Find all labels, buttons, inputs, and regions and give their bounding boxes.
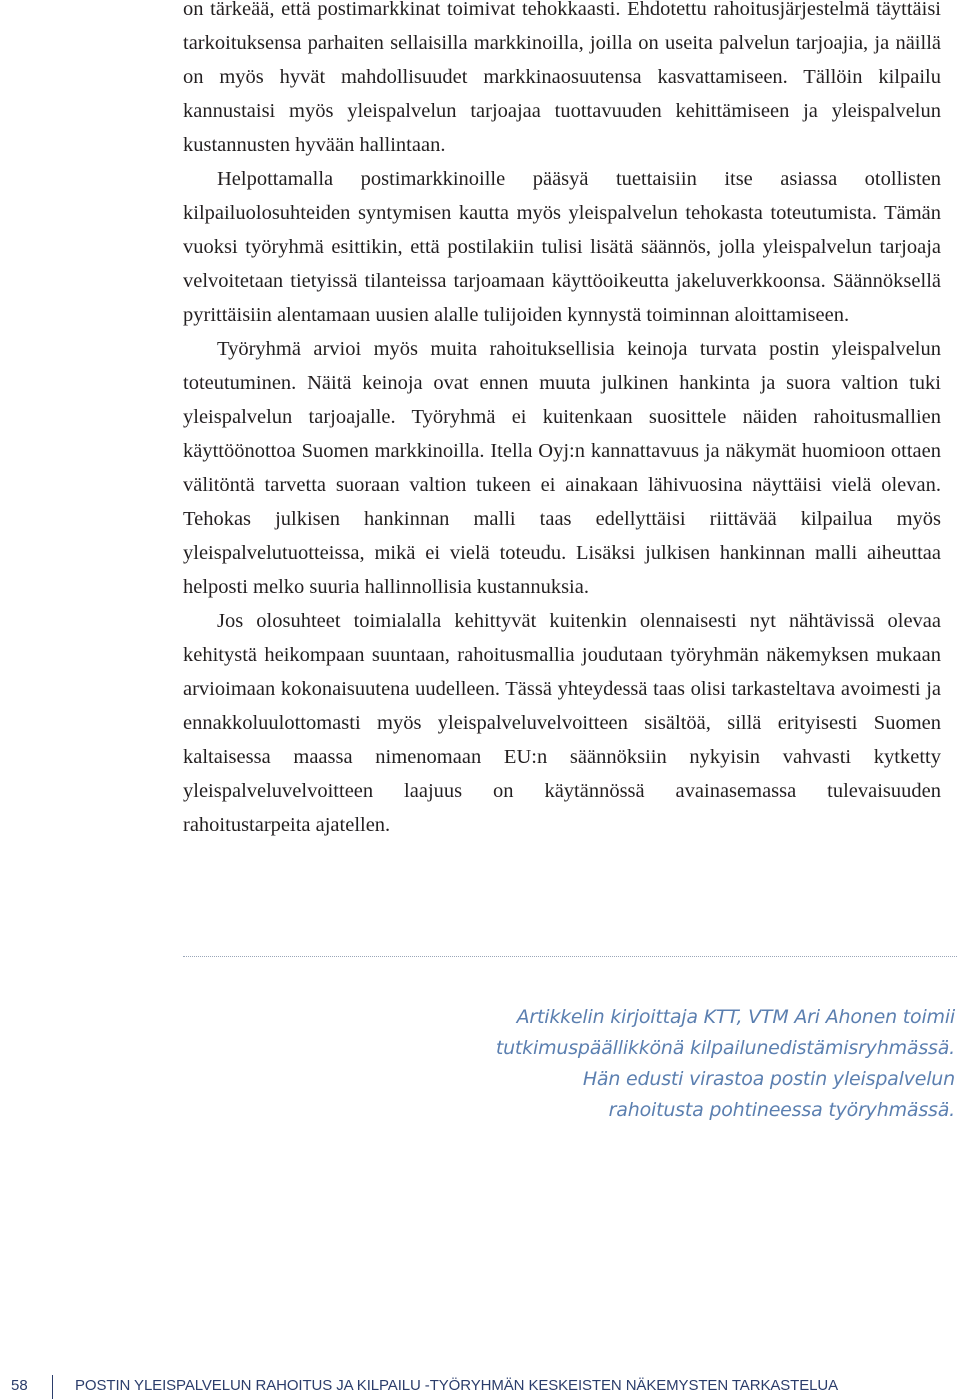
author-note-line: rahoitusta pohtineessa työryhmässä. [608,1099,955,1121]
dotted-divider [183,956,957,957]
page-footer [0,1377,960,1399]
paragraph: on tärkeää, että postimarkkinat toimivat tehokkaasti. Ehdotettu rahoitusjärjestelmä täyttäisi tarkoituksensa parhaiten sellaisilla markkinoilla, joilla on useita palvelun tarjoajia, ja näillä on myös hyvät mahdollisuudet markkinaosuutensa kasvattamiseen. Tällöin kilpailu kannustaisi myös yleispalvelun tarjoajaa tuottavuuden kehittämiseen ja yleispalvelun kustannusten hyvään hallintaan. [183,0,941,156]
article-body [183,0,941,842]
paragraph: Jos olosuhteet toimialalla kehittyvät kuitenkin olennaisesti nyt nähtävissä olevaa kehitystä heikompaan suuntaan, rahoitusmallia joudutaan työryhmän näkemyksen mukaan arvioimaan kokonaisuutena uudelleen. Tässä yhteydessä taas olisi tarkasteltava avoimesti ja ennakkoluulottomasti myös yleispalveluvelvoitteen sisältöä, sillä erityisesti Suomen kaltaisessa maassa nimenomaan EU:n säännöksiin nykyisin vahvasti kytketty yleispalveluvelvoitteen laajuus on käytännössä avainasemassa tulevaisuuden rahoitustarpeita ajatellen. [183,610,941,836]
author-note [395,1002,955,1126]
author-note-line: Hän edusti virastoa postin yleispalvelun [582,1068,955,1090]
author-note-line: tutkimuspäällikkönä kilpailunedistämisryhmässä. [495,1037,955,1059]
author-note-line: Artikkelin kirjoittaja KTT, VTM Ari Ahonen toimii [516,1006,955,1028]
running-title: POSTIN YLEISPALVELUN RAHOITUS JA KILPAILU -TYÖRYHMÄN KESKEISTEN NÄKEMYSTEN TARKASTELUA [75,1377,838,1394]
paragraph: Työryhmä arvioi myös muita rahoituksellisia keinoja turvata postin yleispalvelun toteutuminen. Näitä keinoja ovat ennen muuta julkinen hankinta ja suora valtion tuki yleispalvelun tarjoajalle. Työryhmä ei kuitenkaan suosittele näiden rahoitusmallien käyttöönottoa Suomen markkinoilla. Itella Oyj:n kannattavuus ja näkymät huomioon ottaen välitöntä tarvetta suoraan valtion tukeen ei ainakaan lähivuosina näyttäisi vielä olevan. Tehokas julkisen hankinnan malli taas edellyttäisi riittävää kilpailua myös yleispalvelutuotteissa, mikä ei vielä toteudu. Lisäksi julkisen hankinnan malli aiheuttaa helposti melko suuria hallinnollisia kustannuksia. [183,338,941,598]
paragraph: Helpottamalla postimarkkinoille pääsyä tuettaisiin itse asiassa otollisten kilpailuolosuhteiden syntymisen kautta myös yleispalvelun tehokasta toteutumista. Tämän vuoksi työryhmä esittikin, että postilakiin tulisi lisätä säännös, jolla yleispalvelun tarjoaja velvoitetaan tietyissä tilanteissa tarjoamaan käyttöoikeutta jakeluverkkoonsa. Säännöksellä pyrittäisiin alentamaan uusien alalle tulijoiden kynnystä toiminnan aloittamiseen. [183,168,941,326]
footer-separator [52,1375,53,1399]
page-number: 58 [11,1377,28,1394]
